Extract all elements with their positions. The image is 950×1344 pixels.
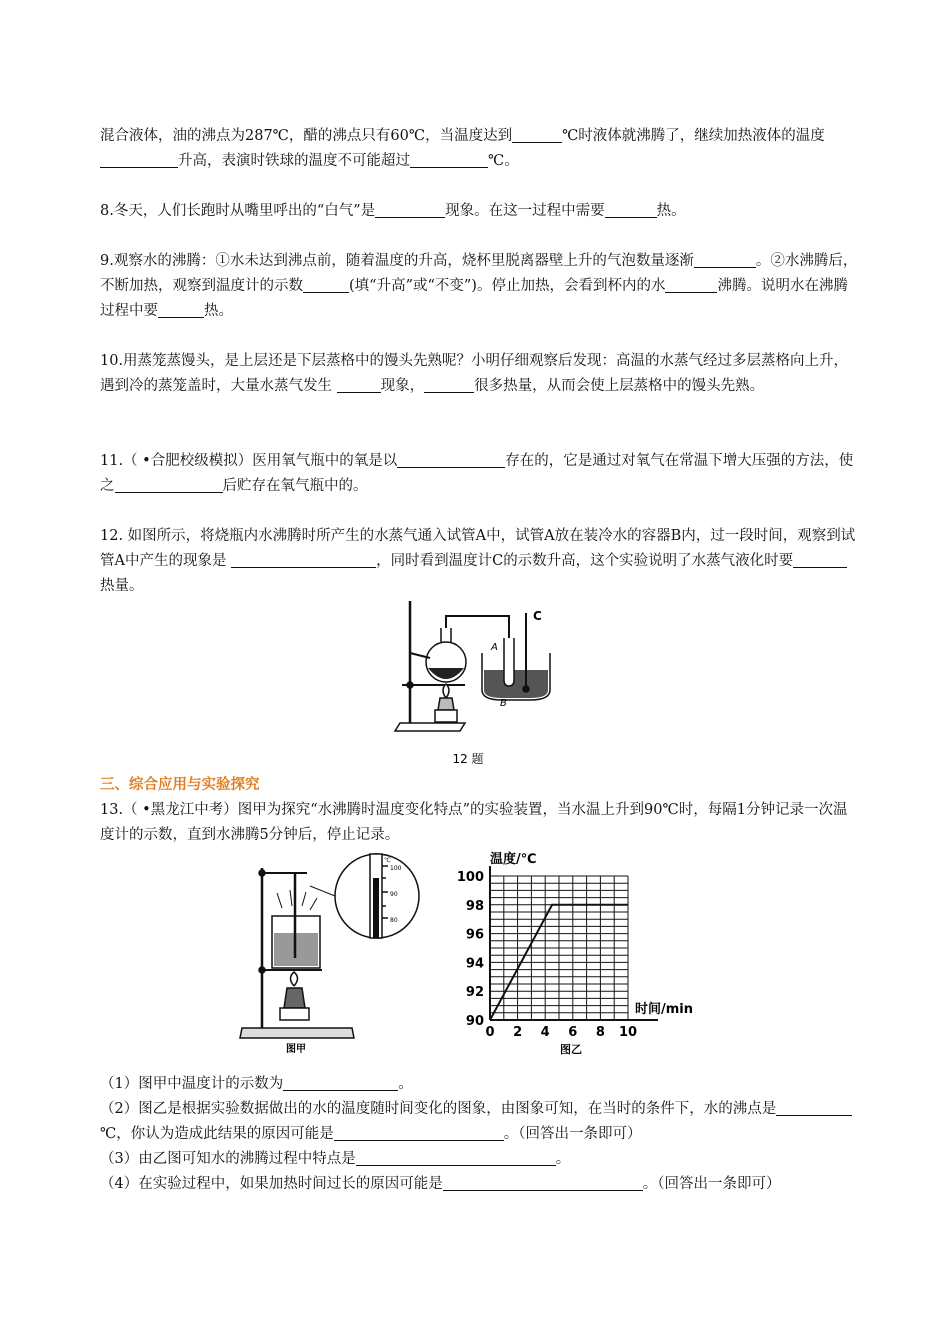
question-13: 13.（ •黑龙江中考）图甲为探究“水沸腾时温度变化特点”的实验装置，当水温上升到90℃时，每隔1分钟记录一次温度计的示数，直到水沸腾5分钟后，停止记录。 (100, 802, 848, 843)
blank[interactable] (283, 1074, 398, 1091)
y-tick-label: 100 (456, 870, 484, 885)
blank[interactable] (334, 1124, 504, 1141)
figure-b-caption: 图乙 (560, 1043, 582, 1056)
x-tick-label: 10 (618, 1025, 638, 1040)
question-10: 10.用蒸笼蒸馒头，是上层还是下层蒸格中的馒头先熟呢？小明仔细观察后发现：高温的水蒸气经过多层蒸格向上升，遇到冷的蒸笼盖时，大量水蒸气发生 现象， 很多热量，从而会使上层蒸格中的馒头先熟。 (100, 353, 849, 394)
blank[interactable] (231, 551, 376, 568)
question-13-part-2: （2）图乙是根据实验数据做出的水的温度随时间变化的图象，由图象可知，在当时的条件下，水的沸点是℃，你认为造成此结果的原因可能是 。（回答出一条即可） (100, 1097, 860, 1147)
blank[interactable] (397, 451, 505, 468)
thermo-unit: ℃ (384, 857, 391, 864)
blank[interactable] (694, 251, 756, 268)
blank[interactable] (665, 276, 717, 293)
question-8: 8.冬天，人们长跑时从嘴里呼出的“白气”是 现象。在这一过程中需要 热。 (100, 203, 686, 219)
question-12: 12. 如图所示，将烧瓶内水沸腾时所产生的水蒸气通入试管A中，试管A放在装冷水的容器B内，过一段时间，观察到试管A中产生的现象是 ，同时看到温度计C的示数升高，这个实验说明了水蒸气液化时要热量。 (100, 528, 856, 594)
figure-b-chart (440, 848, 720, 1058)
chart-grid (490, 866, 658, 1020)
y-tick-label: 90 (465, 1014, 484, 1029)
blank[interactable] (337, 376, 381, 393)
blank[interactable] (512, 126, 562, 143)
label-c: C (533, 609, 542, 623)
x-tick-label: 8 (595, 1025, 605, 1040)
blank[interactable] (356, 1149, 556, 1166)
blank[interactable] (303, 276, 349, 293)
x-tick-label: 4 (540, 1025, 550, 1040)
blank[interactable] (158, 301, 204, 318)
figure-a-caption: 图甲 (286, 1044, 306, 1055)
blank[interactable] (115, 476, 223, 493)
y-tick-label: 98 (465, 898, 484, 914)
blank[interactable] (100, 151, 178, 168)
label-b: B (500, 698, 507, 709)
blank[interactable] (410, 151, 488, 168)
question-13-part-3: （3）由乙图可知水的沸腾过程中特点是 。 (100, 1151, 571, 1167)
y-tick-label: 96 (465, 927, 484, 943)
figure-12-caption: 12 题 (452, 752, 484, 766)
x-tick-label: 2 (513, 1025, 523, 1040)
blank[interactable] (793, 551, 847, 568)
x-tick-label: 6 (568, 1025, 578, 1040)
section-title: 三、综合应用与实验探究 (100, 777, 260, 793)
test-tube-a (504, 638, 514, 686)
blank[interactable] (443, 1174, 643, 1191)
stand-base (395, 723, 465, 731)
label-a: A (491, 642, 498, 653)
question-13-part-1: （1）图甲中温度计的示数为 。 (100, 1076, 413, 1092)
question-7-continued: 混合液体，油的沸点为287℃，醋的沸点只有60℃，当温度达到 ℃时液体就沸腾了，继续加热液体的温度升高，表演时铁球的温度不可能超过 ℃。 (100, 128, 825, 169)
thermo-mark: 90 (390, 891, 398, 898)
blank[interactable] (375, 201, 445, 218)
stand-base (240, 1028, 354, 1038)
alcohol-lamp (284, 988, 305, 1008)
y-axis-label: 温度/℃ (490, 852, 537, 867)
figure-12 (390, 598, 560, 768)
x-tick-label: 0 (485, 1025, 495, 1040)
thermo-mark: 100 (390, 865, 402, 872)
alcohol-lamp (438, 698, 454, 710)
question-13-part-4: （4）在实验过程中，如果加热时间过长的原因可能是 。（回答出一条即可） (100, 1176, 781, 1192)
x-axis-label: 时间/min (635, 1002, 694, 1017)
delivery-tube (446, 616, 509, 676)
blank[interactable] (776, 1099, 852, 1116)
question-9: 9.观察水的沸腾：①水未达到沸点前，随着温度的升高，烧杯里脱离器壁上升的气泡数量逐渐 。②水沸腾后，不断加热，观察到温度计的示数 (填“升高”或“不变”)。停止加热，会看到杯内的水 沸腾。说明水在沸腾过程中要 热。 (100, 253, 858, 319)
y-tick-label: 94 (465, 956, 484, 972)
figure-a (232, 848, 422, 1058)
y-tick-label: 92 (465, 985, 484, 1001)
blank[interactable] (424, 376, 474, 393)
blank[interactable] (605, 201, 657, 218)
question-11: 11.（ •合肥校级模拟）医用氧气瓶中的氧是以 存在的，它是通过对氧气在常温下增大压强的方法，使之 后贮存在氧气瓶中的。 (100, 453, 854, 494)
thermo-mark: 80 (390, 917, 398, 924)
